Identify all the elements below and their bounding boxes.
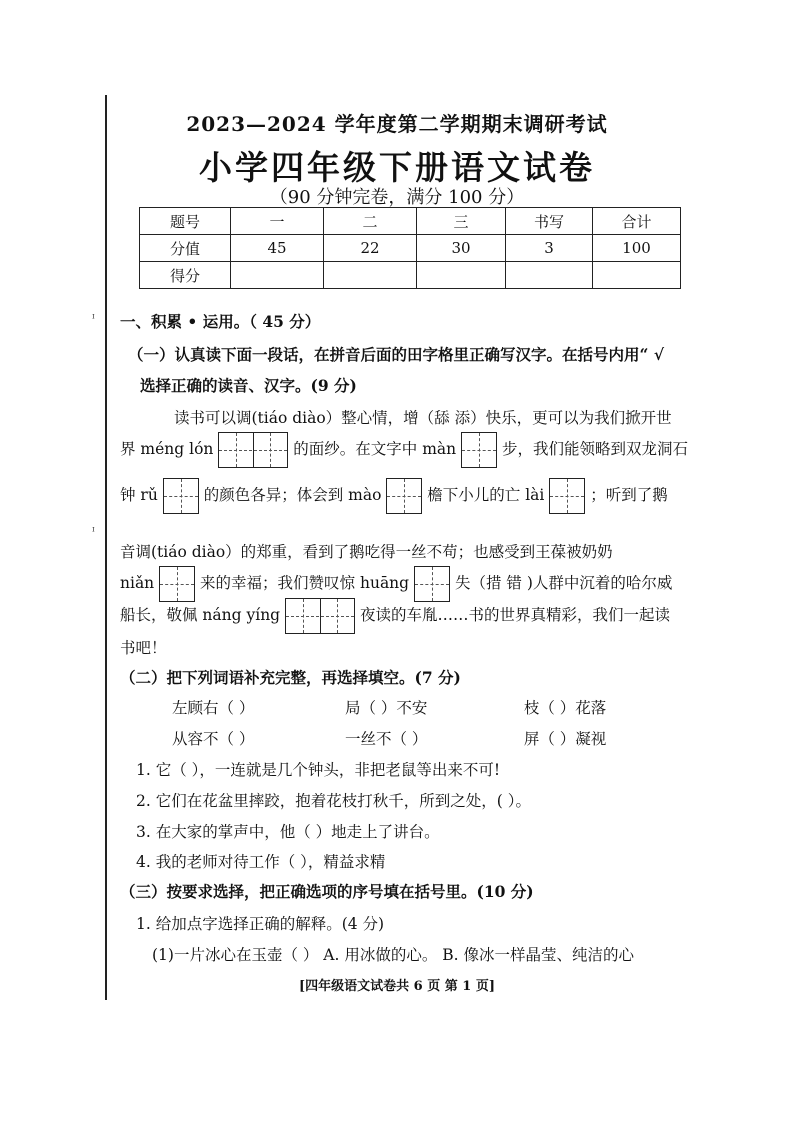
paper-title: 小学四年级下册语文试卷 xyxy=(199,148,595,187)
table-cell: 22 xyxy=(324,235,417,262)
passage-line xyxy=(120,566,672,602)
table-cell: 100 xyxy=(593,235,681,262)
writing-grid[interactable] xyxy=(163,478,199,514)
passage-line xyxy=(120,432,688,468)
passage-text: 失（措 错 )人群中沉着的哈尔威 xyxy=(454,574,673,592)
passage-line: 音调(tiáo diào）的郑重，看到了鹅吃得一丝不苟；也感受到王葆被奶奶 xyxy=(120,543,613,561)
writing-grid[interactable] xyxy=(285,598,355,634)
table-cell: 题号 xyxy=(140,208,231,235)
fill-question: 3. 在大家的掌声中，他（ ）地走上了讲台。 xyxy=(136,823,440,841)
writing-grid[interactable] xyxy=(386,478,422,514)
table-row xyxy=(140,208,681,235)
passage-line: 书吧！ xyxy=(120,639,167,657)
word-blank[interactable]: 枝（ ）花落 xyxy=(523,699,607,717)
score-input-cell[interactable] xyxy=(593,262,681,289)
score-input-cell[interactable] xyxy=(324,262,417,289)
passage-line xyxy=(120,598,670,634)
table-cell: 得分 xyxy=(140,262,231,289)
pinyin-text: 界 méng lón xyxy=(120,440,214,458)
word-blank[interactable]: 从容不（ ） xyxy=(172,730,255,748)
table-cell: 分值 xyxy=(140,235,231,262)
passage-text: 的颜色各异；体会到 mào xyxy=(203,486,382,504)
pinyin-text: niǎn xyxy=(120,574,155,592)
word-row xyxy=(172,727,606,749)
exam-title: 2023—2024 学年度第二学期期末调研考试 xyxy=(186,112,608,136)
score-input-cell[interactable] xyxy=(417,262,506,289)
word-row xyxy=(172,696,606,718)
passage-text: 的面纱。在文字中 màn xyxy=(293,440,457,458)
writing-grid[interactable] xyxy=(549,478,585,514)
table-row xyxy=(140,262,681,289)
passage-text: ；听到了鹅 xyxy=(590,486,668,504)
pinyin-text: 钟 rǔ xyxy=(120,486,158,504)
table-cell: 一 xyxy=(231,208,324,235)
exam-duration: （90 分钟完卷，满分 100 分） xyxy=(269,187,525,208)
table-cell: 合计 xyxy=(593,208,681,235)
passage-text: 来的幸福；我们赞叹惊 huāng xyxy=(200,574,410,592)
fill-question: 4. 我的老师对待工作（ ），精益求精 xyxy=(136,853,386,871)
binding-line xyxy=(105,95,107,1000)
word-blank[interactable]: 局（ ）不安 xyxy=(344,699,428,717)
part-heading: （三）按要求选择，把正确选项的序号填在括号里。(10 分) xyxy=(120,882,534,901)
table-cell: 3 xyxy=(506,235,593,262)
writing-grid[interactable] xyxy=(414,566,450,602)
passage-line xyxy=(120,478,668,514)
fill-question: 1. 它（ ），一连就是几个钟头，非把老鼠等出来不可! xyxy=(136,761,501,779)
part-heading: （二）把下列词语补充完整，再选择填空。(7 分) xyxy=(120,668,461,687)
word-blank[interactable]: 一丝不（ ） xyxy=(344,730,428,748)
writing-grid[interactable] xyxy=(159,566,195,602)
passage-text: 檐下小儿的亡 lài xyxy=(427,486,545,504)
writing-grid[interactable] xyxy=(218,432,288,468)
table-cell: 书写 xyxy=(506,208,593,235)
score-input-cell[interactable] xyxy=(231,262,324,289)
passage-text: 步，我们能领略到双龙洞石 xyxy=(502,440,689,458)
word-blank[interactable]: 屏（ ）凝视 xyxy=(523,730,607,748)
table-cell: 45 xyxy=(231,235,324,262)
fill-question: 2. 它们在花盆里摔跤，抱着花枝打秋千，所到之处，( ）。 xyxy=(136,792,531,810)
page-footer: [四年级语文试卷共 6 页 第 1 页] xyxy=(298,979,496,994)
section-heading: 一、积累 • 运用。（ 45 分） xyxy=(120,312,321,331)
question-item: (1)一片冰心在玉壶（ ） A. 用冰做的心。 B. 像冰一样晶莹、纯洁的心 xyxy=(152,946,635,964)
table-cell: 三 xyxy=(417,208,506,235)
score-input-cell[interactable] xyxy=(506,262,593,289)
part-heading: （一）认真读下面一段话，在拼音后面的田字格里正确写汉字。在括号内用“ √ xyxy=(128,345,665,364)
table-row xyxy=(140,235,681,262)
writing-grid[interactable] xyxy=(461,432,497,468)
word-blank[interactable]: 左顾右（ ） xyxy=(172,699,255,717)
passage-text: 夜读的车胤……书的世界真精彩，我们一起读 xyxy=(359,606,670,624)
question: 1. 给加点字选择正确的解释。(4 分) xyxy=(136,915,385,933)
binding-mark: ᴵ xyxy=(92,312,95,325)
part-heading-cont: 选择正确的读音、汉字。(9 分) xyxy=(140,376,357,395)
passage-line: 读书可以调(tiáo diào）整心情，增（舔 添）快乐，更可以为我们掀开世 xyxy=(174,409,672,427)
table-cell: 二 xyxy=(324,208,417,235)
score-table xyxy=(139,207,681,289)
pinyin-text: 船长，敬佩 náng yíng xyxy=(120,606,281,624)
table-cell: 30 xyxy=(417,235,506,262)
binding-mark: ᴵ xyxy=(92,525,95,538)
